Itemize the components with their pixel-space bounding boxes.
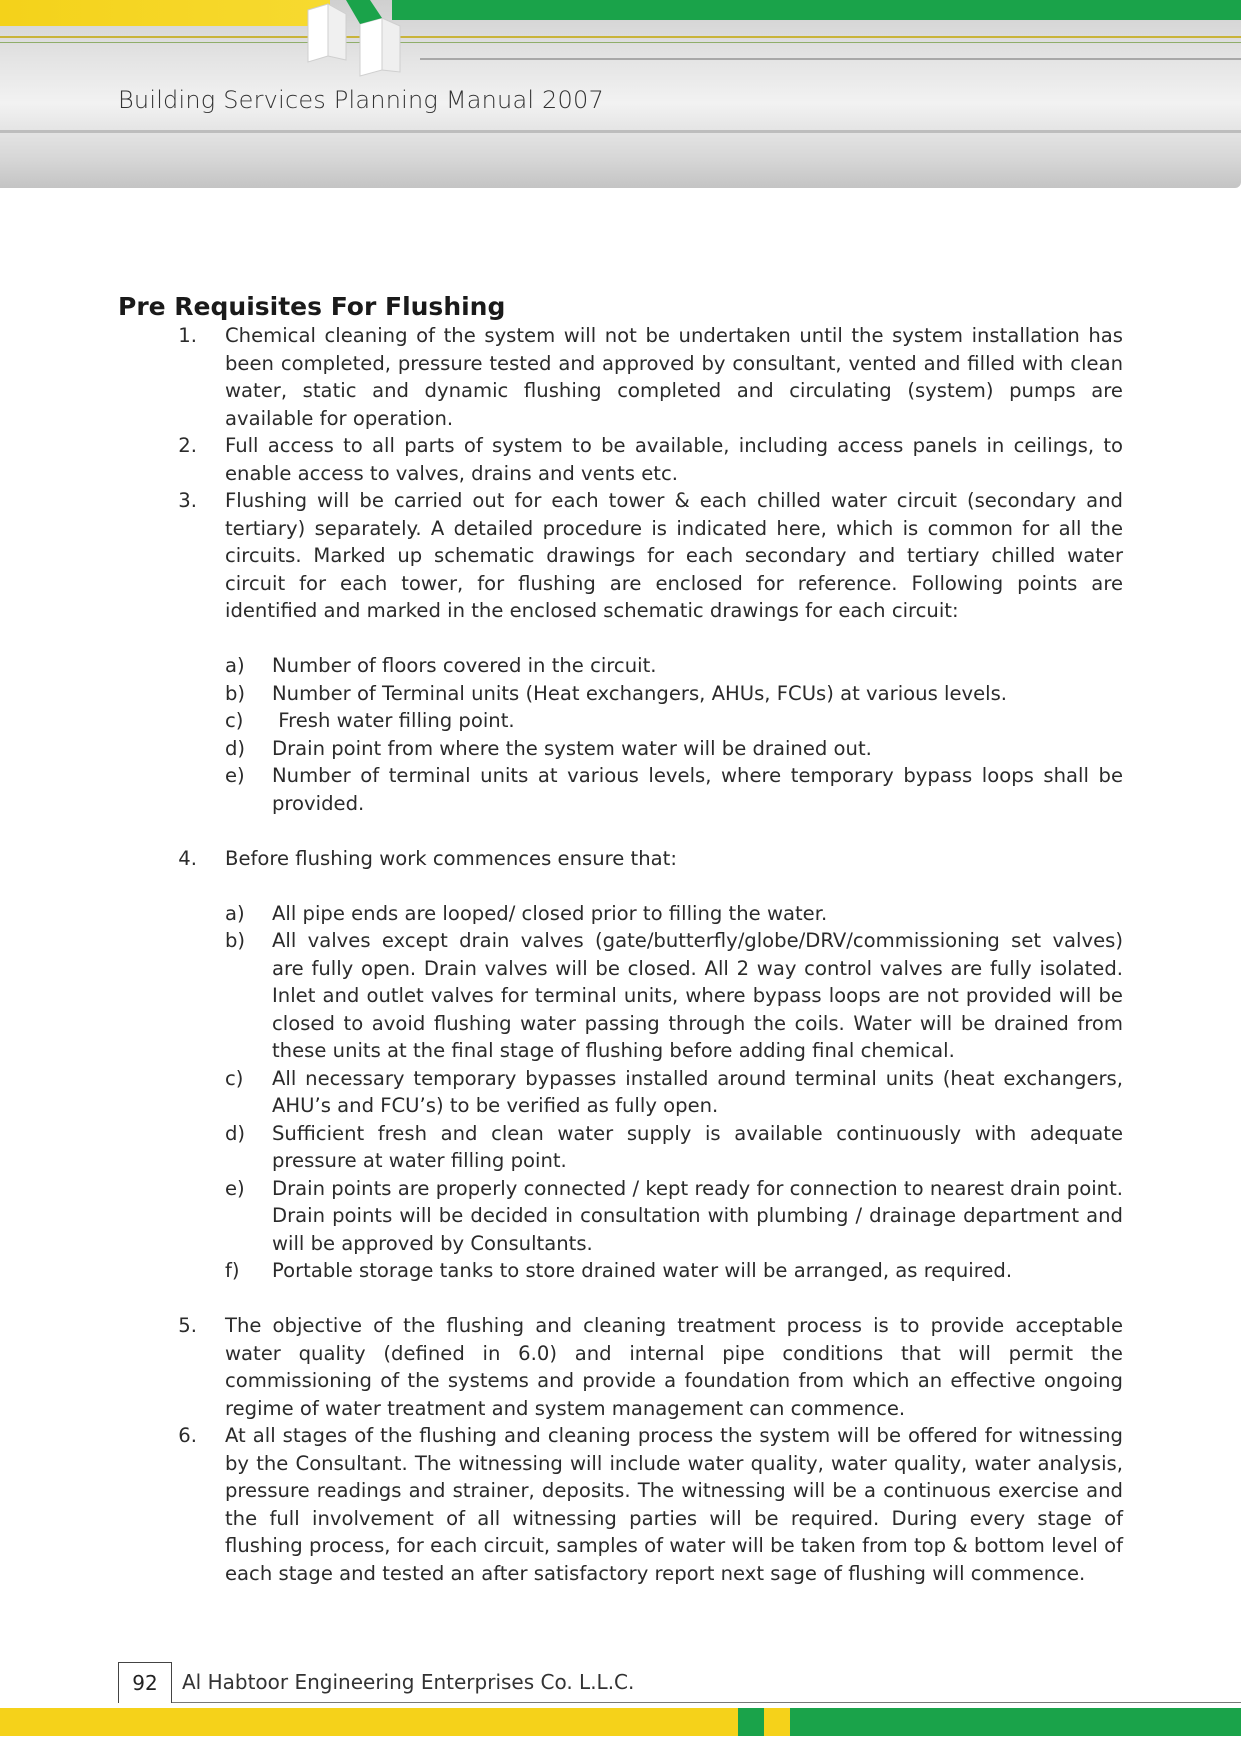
sub-list-item [0,900,1123,928]
list-item [0,487,1123,625]
list-item-number: 2. [178,434,197,457]
footer-green-band [790,1708,1241,1736]
header-rule [0,130,1241,133]
sub-item-letter: a) [225,901,245,925]
spacer [0,872,1241,900]
sub-item-text: All valves except drain valves (gate/butterfly/globe/DRV/commissioning set valves) are fully open. Drain valves will be closed. All 2 way control valves are fully isolated. Inlet and outlet valves for terminal units, where bypass loops are not provided will be closed to avoid flushing water passing through the coils. Water will be drained from these units at the final stage of flushing before adding final chemical. [272,929,1123,1062]
list-item [0,322,1123,432]
footer-yellow-band [764,1708,790,1736]
list-item-number: 5. [178,1314,197,1337]
header-rule [0,36,1241,38]
sub-item-text: Number of floors covered in the circuit. [272,654,657,677]
list-item [0,1312,1123,1422]
section-title: Pre Requisites For Flushing [118,292,506,321]
page-number: 92 [118,1662,172,1703]
list-item-text: Flushing will be carried out for each tower & each chilled water circuit (secondary and tertiary) separately. A detailed procedure is indicated here, which is common for all the circuits. Marked up schematic drawings for each secondary and tertiary chilled water circuit for each tower, for flushing are enclosed for reference. Following points are identified and marked in the enclosed schematic drawings for each circuit: [225,489,1123,622]
sub-item-letter: c) [225,709,244,732]
header-rule [0,42,1241,43]
list-item-number: 6. [178,1424,197,1447]
manual-title: Building Services Planning Manual 2007 [118,86,604,114]
sub-list-item [0,652,1123,680]
header-rule [420,58,1241,60]
list-item [0,432,1123,487]
sub-list-item [0,1175,1123,1258]
sub-item-text: All pipe ends are looped/ closed prior to filling the water. [272,901,828,925]
sub-item-text: All necessary temporary bypasses installed around terminal units (heat exchangers, AHU’s and FCU’s) to be verified as fully open. [272,1066,1123,1117]
spacer [0,625,1241,653]
sub-list-item [0,927,1123,1065]
list-item-text: Full access to all parts of system to be available, including access panels in ceilings, to enable access to valves, drains and vents etc. [225,434,1123,485]
sub-list-item [0,735,1123,763]
flushing-prerequisites-list [0,322,1241,1587]
sub-list-item [0,707,1123,735]
sub-item-letter: b) [225,681,246,705]
sub-item-letter: d) [225,736,246,760]
list-item-number: 4. [178,846,197,870]
company-name: Al Habtoor Engineering Enterprises Co. L.L.C. [182,1670,635,1694]
footer-rule [118,1702,1241,1703]
footer-green-band [738,1708,764,1736]
company-logo-icon [300,0,430,80]
sub-list-item [0,1257,1123,1285]
sub-item-letter: b) [225,929,246,952]
sub-item-text: Drain points are properly connected / kept ready for connection to nearest drain point. Drain points will be decided in consultation with plumbing / drainage department and will be approved by Consultants. [272,1176,1123,1255]
sub-item-text: Sufficient fresh and clean water supply is available continuously with adequate pressure at water filling point. [272,1121,1123,1172]
sub-item-letter: a) [225,654,245,677]
sub-item-letter: c) [225,1066,244,1090]
list-item-text: At all stages of the flushing and cleaning process the system will be offered for witnessing by the Consultant. The witnessing will include water quality, water quality, water analysis, pressure readings and strainer, deposits. The witnessing will be a continuous exercise and the full involvement of all witnessing parties will be required. During every stage of flushing process, for each circuit, samples of water will be taken from top & bottom level of each stage and tested an after satisfactory report next sage of flushing will commence. [225,1424,1123,1585]
sub-item-letter: e) [225,764,245,787]
list-item-text: Chemical cleaning of the system will not be undertaken until the system installation has been completed, pressure tested and approved by consultant, vented and filled with clean water, static and dynamic flushing completed and circulating (system) pumps are available for operation. [225,324,1123,430]
sub-item-text: Portable storage tanks to store drained water will be arranged, as required. [272,1259,1013,1282]
list-item-text: Before flushing work commences ensure that: [225,846,677,870]
header-green-band [392,0,1241,20]
sub-item-letter: d) [225,1121,246,1145]
spacer [0,817,1241,845]
page-header [0,0,1241,188]
sub-item-letter: e) [225,1176,245,1200]
list-item-number: 3. [178,489,197,512]
list-item-text: The objective of the flushing and cleaning treatment process is to provide acceptable water quality (defined in 6.0) and internal pipe conditions that will permit the commissioning of the systems and provide a foundation from which an effective ongoing regime of water treatment and system management can commence. [225,1314,1123,1420]
sub-list-item [0,680,1123,708]
sub-item-text: Number of terminal units at various levels, where temporary bypass loops shall be provided. [272,764,1123,815]
sub-list-item [0,1065,1123,1120]
footer-yellow-band [0,1708,738,1736]
sub-list-item [0,762,1123,817]
sub-item-text: Number of Terminal units (Heat exchangers, AHUs, FCUs) at various levels. [272,681,1008,705]
list-item-number: 1. [178,324,197,347]
sub-item-letter: f) [225,1259,240,1282]
list-item [0,1422,1123,1587]
sub-item-text: Drain point from where the system water will be drained out. [272,736,872,760]
sub-list-item [0,1120,1123,1175]
sub-item-text: Fresh water filling point. [272,709,515,732]
header-yellow-band [0,0,330,26]
list-item [0,845,1123,873]
spacer [0,1285,1241,1313]
